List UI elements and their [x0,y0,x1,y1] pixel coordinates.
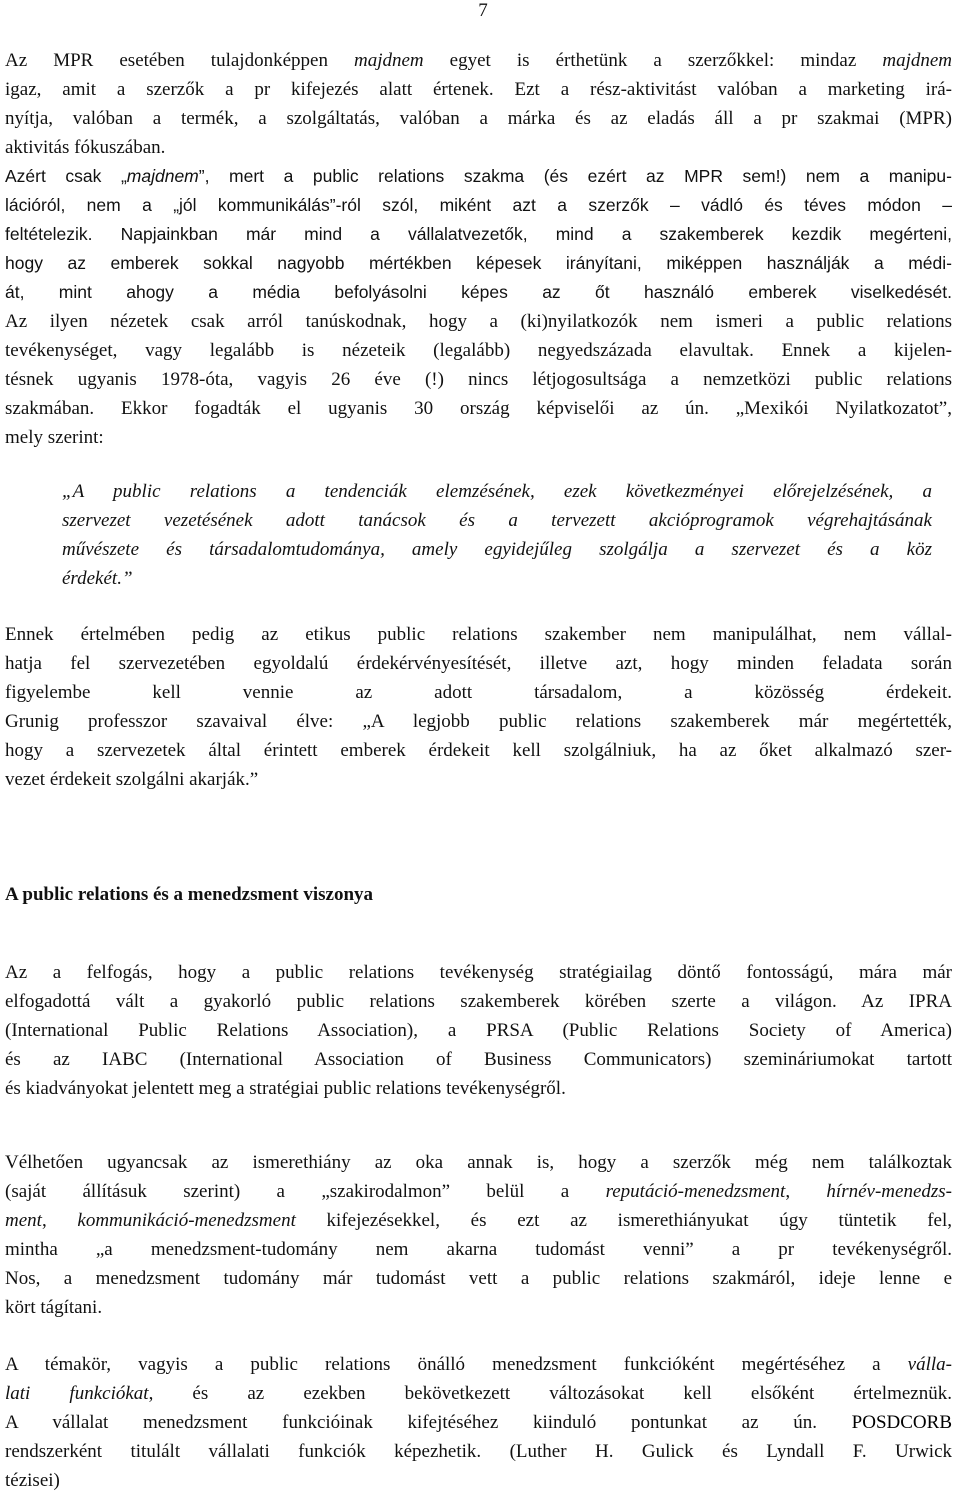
text-line: hogy a szervezetek által érintett emberek érdekeit kell szolgálniuk, ha az őket alkalmazó szer- [5,740,952,761]
text-line: át, mint ahogy a média befolyásolni képes az őt használó emberek viselkedését. [5,282,952,302]
text-line: A témakör, vagyis a public relations önálló menedzsment funkcióként megértéséhez a válla- [5,1354,952,1375]
emphasis-text: válla- [907,1354,952,1375]
text-line: hogy az emberek sokkal nagyobb mértékben képesek irányítani, miképpen használják a médi- [5,253,952,273]
text-line: aktivitás fókuszában. [5,137,166,158]
text-line: feltételezik. Napjainkban már mind a vállalatvezetők, mind a szakemberek kezdik megérteni, [5,224,952,244]
emphasis-text: majdnem [882,50,952,71]
paragraph-functions [5,1350,952,1495]
paragraph-mpr [5,46,952,452]
text-line: mintha „a menedzsment-tudomány nem akarna tudomást venni” a pr tevékenységről. [5,1239,952,1260]
text-line: tésnek ugyanis 1978-óta, vagyis 26 éve (!) nincs létjogosultsága a nemzetközi public relations [5,369,952,390]
paragraph-knowledge-gap [5,1148,952,1322]
text-line: igaz, amit a szerzők a pr kifejezés alatt értenek. Ezt a rész-aktivitást valóban a marketing irá- [5,79,952,100]
text-line: Az a felfogás, hogy a public relations tevékenység stratégiailag döntő fontosságú, mára már [5,962,952,983]
emphasis-text: kommunikáció-menedzsment [77,1210,296,1231]
posdcorb-term: POSDCORB [851,1412,952,1433]
emphasis-text: reputáció-menedzsment [605,1181,786,1202]
text-line: A vállalat menedzsment funkcióinak kifejtéséhez kiinduló pontunkat az ún. POSDCORB [5,1412,952,1433]
text-line: lati funkciókat, és az ezekben bekövetkezett változásokat kell elsőként értelmeznük. [5,1383,952,1404]
emphasis-text: ment [5,1210,42,1231]
text-line: Nos, a menedzsment tudomány már tudomást vett a public relations szakmáról, ideje lenne e [5,1268,952,1289]
text-line: vezet érdekeit szolgálni akarják.” [5,769,259,790]
text-line: Az MPR esetében tulajdonképpen majdnem egyet is érthetünk a szerzőkkel: mindaz majdnem [5,50,952,71]
text-line: Azért csak „majdnem”, mert a public relations szakma (és ezért az MPR sem!) nem a manipu- [5,166,952,186]
mexico-declaration-quote [62,477,932,593]
text-line: hatja fel szervezetében egyoldalú érdekérvényesítését, illetve azt, hogy minden feladata során [5,653,952,674]
text-line: figyelembe kell vennie az adott társadalom, a közösség érdekeit. [5,682,952,703]
text-line: tézisei) [5,1470,60,1491]
text-line: szervezet vezetésének adott tanácsok és a tervezett akcióprogramok végrehajtásának [62,510,932,531]
text-line: kört tágítani. [5,1297,103,1318]
text-line: szakmában. Ekkor fogadták el ugyanis 30 ország képviselői az ún. „Mexikói Nyilatkozatot”, [5,398,952,419]
paragraph-ethics [5,620,952,794]
emphasis-text: hírnév-menedzs- [826,1181,952,1202]
text-line: Az ilyen nézetek csak arról tanúskodnak, hogy a (ki)nyilatkozók nem ismeri a public relations [5,311,952,332]
text-line: művészete és társadalomtudománya, amely egyidejűleg szolgálja a szervezet és a köz [62,539,932,560]
text-line: rendszerként titulált vállalati funkciók képezhetik. (Luther H. Gulick és Lyndall F. Urwick [5,1441,952,1462]
text-line: mely szerint: [5,427,104,448]
text-line: és az IABC (International Association of Business Communicators) szemináriumokat tartott [5,1049,952,1070]
text-line: (saját állításuk szerint) a „szakirodalmon” belül a reputáció-menedzsment, hírnév-menedzs- [5,1181,952,1202]
paragraph-strategic [5,958,952,1103]
text-line: lációról, nem a „jól kommunikálás”-ról szól, miként azt a szerzők – vádló és téves módon – [5,195,952,215]
text-line: tevékenységet, vagy legalább is nézeteik (legalább) negyedszázada elavultak. Ennek a kijelen- [5,340,952,361]
text-line: és kiadványokat jelentett meg a stratégiai public relations tevékenységről. [5,1078,566,1099]
text-line: ment, kommunikáció-menedzsment kifejezésekkel, és ezt az ismerethiányukat úgy tüntetik fel, [5,1210,952,1231]
emphasis-text: lati funkciókat [5,1383,149,1404]
text-line: Vélhetően ugyancsak az ismerethiány az oka annak is, hogy a szerzők még nem találkoztak [5,1152,952,1173]
section-heading: A public relations és a menedzsment viszonya [5,884,374,905]
text-line: Grunig professzor szavaival élve: „A legjobb public relations szakemberek már megértették, [5,711,952,732]
text-line: érdekét.” [62,568,133,589]
emphasis-text: majdnem [126,166,199,186]
text-line: „A public relations a tendenciák elemzésének, ezek következményei előrejelzésének, a [62,481,932,502]
page-number: 7 [478,0,488,21]
text-line: (International Public Relations Association), a PRSA (Public Relations Society of America) [5,1020,952,1041]
text-line: nyítja, valóban a termék, a szolgáltatás, valóban a márka és az eladás áll a pr szakmai (MPR) [5,108,952,129]
emphasis-text: majdnem [353,50,424,71]
text-line: Ennek értelmében pedig az etikus public relations szakember nem manipulálhat, nem vállal- [5,624,952,645]
text-line: elfogadottá vált a gyakorló public relations szakemberek körében szerte a világon. Az IPRA [5,991,952,1012]
